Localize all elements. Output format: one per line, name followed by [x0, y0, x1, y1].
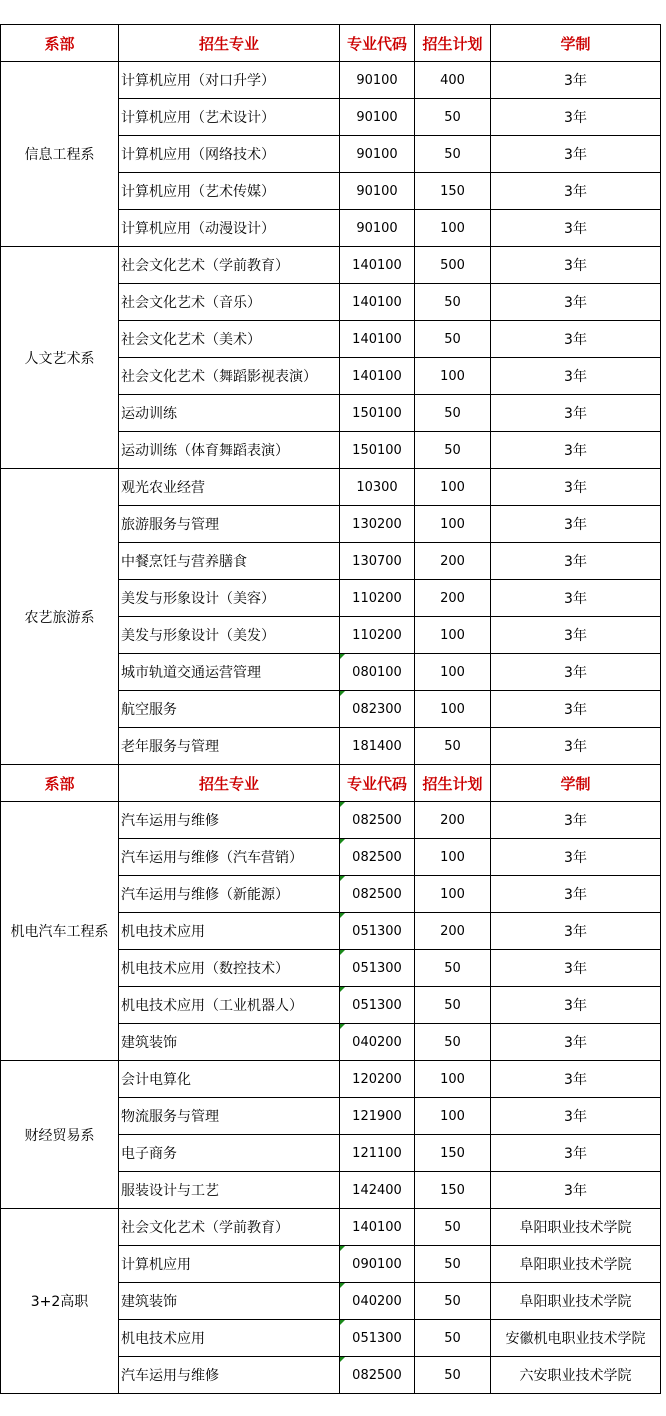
major-cell: 汽车运用与维修 — [119, 802, 340, 839]
major-cell: 机电技术应用（工业机器人） — [119, 987, 340, 1024]
plan-cell: 50 — [415, 987, 491, 1024]
duration-cell: 3年 — [491, 136, 661, 173]
code-cell: 121100 — [340, 1135, 415, 1172]
major-cell: 城市轨道交通运营管理 — [119, 654, 340, 691]
plan-cell: 50 — [415, 1320, 491, 1357]
plan-cell: 100 — [415, 469, 491, 506]
major-cell: 社会文化艺术（舞蹈影视表演） — [119, 358, 340, 395]
duration-cell: 3年 — [491, 506, 661, 543]
code-cell: 082500 — [340, 839, 415, 876]
plan-cell: 50 — [415, 728, 491, 765]
major-cell: 会计电算化 — [119, 1061, 340, 1098]
duration-cell: 阜阳职业技术学院 — [491, 1246, 661, 1283]
plan-cell: 50 — [415, 950, 491, 987]
header-dept: 系部 — [1, 765, 119, 802]
table-header-row — [1, 25, 661, 62]
duration-cell: 3年 — [491, 99, 661, 136]
code-cell: 080100 — [340, 654, 415, 691]
header-code: 专业代码 — [340, 765, 415, 802]
plan-cell: 100 — [415, 1098, 491, 1135]
duration-cell: 3年 — [491, 210, 661, 247]
plan-cell: 50 — [415, 136, 491, 173]
duration-cell: 3年 — [491, 173, 661, 210]
duration-cell: 3年 — [491, 950, 661, 987]
table-header-row — [1, 765, 661, 802]
duration-cell: 3年 — [491, 62, 661, 99]
major-cell: 服装设计与工艺 — [119, 1172, 340, 1209]
code-cell: 150100 — [340, 432, 415, 469]
dept-cell: 财经贸易系 — [1, 1061, 119, 1209]
plan-cell: 100 — [415, 506, 491, 543]
major-cell: 机电技术应用 — [119, 1320, 340, 1357]
major-cell: 老年服务与管理 — [119, 728, 340, 765]
plan-cell: 500 — [415, 247, 491, 284]
major-cell: 汽车运用与维修（新能源） — [119, 876, 340, 913]
duration-cell: 3年 — [491, 358, 661, 395]
header-duration: 学制 — [491, 25, 661, 62]
duration-cell: 3年 — [491, 1061, 661, 1098]
major-cell: 运动训练 — [119, 395, 340, 432]
plan-cell: 50 — [415, 1209, 491, 1246]
plan-cell: 200 — [415, 580, 491, 617]
duration-cell: 六安职业技术学院 — [491, 1357, 661, 1394]
major-cell: 计算机应用 — [119, 1246, 340, 1283]
code-cell: 130200 — [340, 506, 415, 543]
major-cell: 美发与形象设计（美发） — [119, 617, 340, 654]
code-cell: 121900 — [340, 1098, 415, 1135]
plan-cell: 50 — [415, 1246, 491, 1283]
code-cell: 040200 — [340, 1283, 415, 1320]
code-cell: 051300 — [340, 1320, 415, 1357]
code-cell: 181400 — [340, 728, 415, 765]
plan-cell: 50 — [415, 1024, 491, 1061]
code-cell: 090100 — [340, 1246, 415, 1283]
plan-cell: 150 — [415, 1135, 491, 1172]
code-cell: 90100 — [340, 62, 415, 99]
duration-cell: 3年 — [491, 1135, 661, 1172]
duration-cell: 3年 — [491, 691, 661, 728]
plan-cell: 50 — [415, 1357, 491, 1394]
plan-cell: 200 — [415, 543, 491, 580]
code-cell: 120200 — [340, 1061, 415, 1098]
major-cell: 计算机应用（对口升学） — [119, 62, 340, 99]
code-cell: 082500 — [340, 1357, 415, 1394]
plan-cell: 50 — [415, 1283, 491, 1320]
table-row — [1, 62, 661, 99]
code-cell: 130700 — [340, 543, 415, 580]
table-row — [1, 247, 661, 284]
code-cell: 142400 — [340, 1172, 415, 1209]
major-cell: 航空服务 — [119, 691, 340, 728]
code-cell: 140100 — [340, 321, 415, 358]
code-cell: 040200 — [340, 1024, 415, 1061]
major-cell: 中餐烹饪与营养膳食 — [119, 543, 340, 580]
duration-cell: 3年 — [491, 469, 661, 506]
code-cell: 90100 — [340, 173, 415, 210]
major-cell: 汽车运用与维修（汽车营销） — [119, 839, 340, 876]
code-cell: 082500 — [340, 876, 415, 913]
major-cell: 计算机应用（网络技术） — [119, 136, 340, 173]
code-cell: 140100 — [340, 247, 415, 284]
dept-cell: 信息工程系 — [1, 62, 119, 247]
dept-cell: 人文艺术系 — [1, 247, 119, 469]
duration-cell: 3年 — [491, 432, 661, 469]
code-cell: 082300 — [340, 691, 415, 728]
major-cell: 物流服务与管理 — [119, 1098, 340, 1135]
major-cell: 计算机应用（艺术传媒） — [119, 173, 340, 210]
header-plan: 招生计划 — [415, 25, 491, 62]
code-cell: 150100 — [340, 395, 415, 432]
code-cell: 110200 — [340, 617, 415, 654]
plan-cell: 50 — [415, 99, 491, 136]
header-dept: 系部 — [1, 25, 119, 62]
major-cell: 建筑装饰 — [119, 1024, 340, 1061]
table-row — [1, 802, 661, 839]
duration-cell: 阜阳职业技术学院 — [491, 1209, 661, 1246]
plan-cell: 200 — [415, 913, 491, 950]
plan-cell: 150 — [415, 1172, 491, 1209]
plan-cell: 100 — [415, 210, 491, 247]
major-cell: 机电技术应用 — [119, 913, 340, 950]
plan-cell: 200 — [415, 802, 491, 839]
code-cell: 10300 — [340, 469, 415, 506]
duration-cell: 3年 — [491, 284, 661, 321]
plan-cell: 100 — [415, 654, 491, 691]
duration-cell: 3年 — [491, 395, 661, 432]
code-cell: 90100 — [340, 99, 415, 136]
major-cell: 美发与形象设计（美容） — [119, 580, 340, 617]
plan-cell: 50 — [415, 395, 491, 432]
major-cell: 社会文化艺术（美术） — [119, 321, 340, 358]
code-cell: 051300 — [340, 950, 415, 987]
major-cell: 社会文化艺术（学前教育） — [119, 247, 340, 284]
header-code: 专业代码 — [340, 25, 415, 62]
code-cell: 082500 — [340, 802, 415, 839]
duration-cell: 3年 — [491, 1172, 661, 1209]
major-cell: 机电技术应用（数控技术） — [119, 950, 340, 987]
code-cell: 90100 — [340, 136, 415, 173]
header-duration: 学制 — [491, 765, 661, 802]
table-row — [1, 1061, 661, 1098]
plan-cell: 50 — [415, 321, 491, 358]
header-plan: 招生计划 — [415, 765, 491, 802]
plan-cell: 100 — [415, 876, 491, 913]
code-cell: 140100 — [340, 1209, 415, 1246]
major-cell: 社会文化艺术（学前教育） — [119, 1209, 340, 1246]
duration-cell: 3年 — [491, 876, 661, 913]
plan-cell: 50 — [415, 432, 491, 469]
code-cell: 051300 — [340, 987, 415, 1024]
major-cell: 观光农业经营 — [119, 469, 340, 506]
plan-cell: 50 — [415, 284, 491, 321]
code-cell: 110200 — [340, 580, 415, 617]
duration-cell: 3年 — [491, 543, 661, 580]
plan-cell: 400 — [415, 62, 491, 99]
major-cell: 电子商务 — [119, 1135, 340, 1172]
major-cell: 运动训练（体育舞蹈表演） — [119, 432, 340, 469]
code-cell: 051300 — [340, 913, 415, 950]
code-cell: 140100 — [340, 358, 415, 395]
duration-cell: 3年 — [491, 913, 661, 950]
major-cell: 建筑装饰 — [119, 1283, 340, 1320]
duration-cell: 3年 — [491, 617, 661, 654]
duration-cell: 3年 — [491, 802, 661, 839]
major-cell: 计算机应用（动漫设计） — [119, 210, 340, 247]
duration-cell: 3年 — [491, 1024, 661, 1061]
major-cell: 社会文化艺术（音乐） — [119, 284, 340, 321]
plan-cell: 150 — [415, 173, 491, 210]
major-cell: 旅游服务与管理 — [119, 506, 340, 543]
plan-cell: 100 — [415, 617, 491, 654]
header-major: 招生专业 — [119, 765, 340, 802]
duration-cell: 3年 — [491, 247, 661, 284]
code-cell: 140100 — [340, 284, 415, 321]
duration-cell: 3年 — [491, 654, 661, 691]
duration-cell: 阜阳职业技术学院 — [491, 1283, 661, 1320]
duration-cell: 安徽机电职业技术学院 — [491, 1320, 661, 1357]
plan-cell: 100 — [415, 1061, 491, 1098]
duration-cell: 3年 — [491, 987, 661, 1024]
plan-cell: 100 — [415, 839, 491, 876]
dept-cell: 3+2高职 — [1, 1209, 119, 1394]
code-cell: 90100 — [340, 210, 415, 247]
plan-cell: 100 — [415, 691, 491, 728]
duration-cell: 3年 — [491, 728, 661, 765]
table-row — [1, 1209, 661, 1246]
duration-cell: 3年 — [491, 321, 661, 358]
table-row — [1, 469, 661, 506]
dept-cell: 农艺旅游系 — [1, 469, 119, 765]
duration-cell: 3年 — [491, 580, 661, 617]
duration-cell: 3年 — [491, 1098, 661, 1135]
dept-cell: 机电汽车工程系 — [1, 802, 119, 1061]
enrollment-table — [0, 24, 661, 1394]
major-cell: 汽车运用与维修 — [119, 1357, 340, 1394]
plan-cell: 100 — [415, 358, 491, 395]
major-cell: 计算机应用（艺术设计） — [119, 99, 340, 136]
duration-cell: 3年 — [491, 839, 661, 876]
header-major: 招生专业 — [119, 25, 340, 62]
